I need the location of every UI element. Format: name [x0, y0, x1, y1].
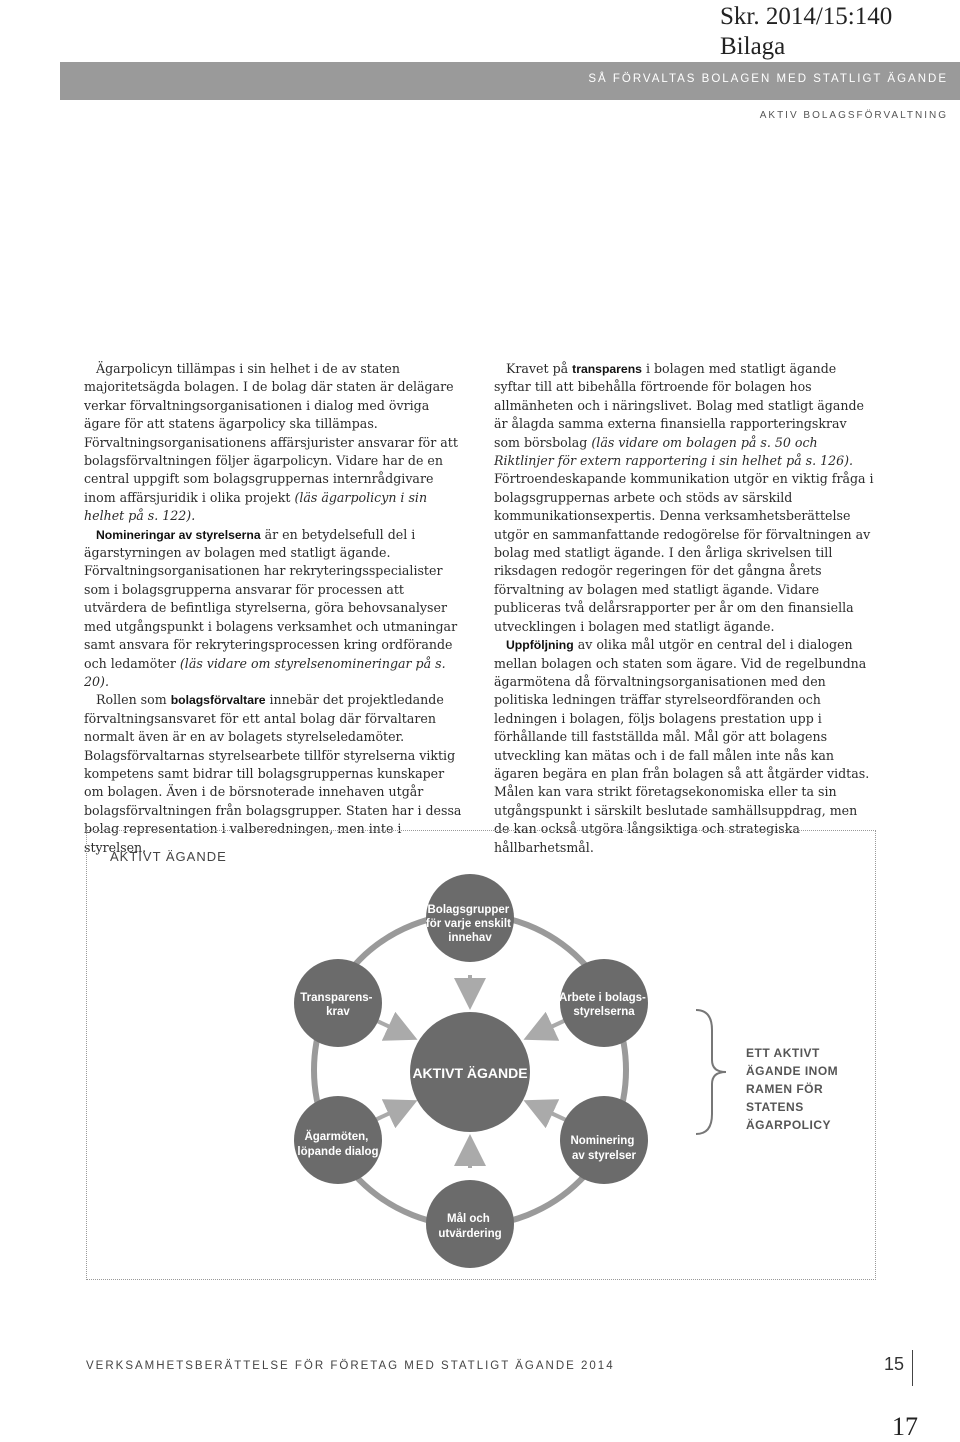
paragraph-policy: Ägarpolicyn tillämpas i sin helhet i de av staten majoritetsägda bolagen. I de bolag där staten är delägare verkar förvaltningsorganisationen i dialog med övriga ägare för att statens ägarpolicy ska tillämpas. Förvaltningsorganisationens affärsjurister ansvarar för att bolagsförvaltningen följer ägarpolicyn. Vidare har de en central uppgift som bolagsgruppernas internrådgivare inom affärsjuridik i olika projekt (läs ägarpolicyn i sin helhet på s. 122).: [84, 361, 458, 524]
arrow-upper-right: [538, 1020, 566, 1033]
node-lower-right-label: Nominering av styrelser: [570, 1135, 636, 1162]
paragraph-transparency: Kravet på transparens i bolagen med statligt ägande syftar till att bibehålla förtroende för bolagen hos allmänheten och i näringslivet. Bolag med statligt ägande är ålagda samma externa finansiella rapporteringskrav som börsbolag (läs vidare om bolagen på s. 50 och Riktlinjer för extern rapportering i sin helhet på s. 126). Förtroendeskapande kommunikation utgör en viktig fråga i bolagsgruppernas arbete och stöds av särskild kommunikationsexpertis. Denna verksamhetsberättelse utgör en sammanfattande redogörelse för förvaltningen av bolag med statligt ägande. I den årliga skrivelsen till riksdagen redogör regeringen för det gångna årets förvaltning av bolagen med statligt ägande. Vidare publiceras två delårsrapporter per år om den finansiella utvecklingen i bolagen med statligt ägande.: [494, 361, 874, 634]
figure-title: AKTIVT ÄGANDE: [110, 849, 227, 864]
section-banner-title: SÅ FÖRVALTAS BOLAGEN MED STATLIGT ÄGANDE: [588, 73, 948, 85]
footer-title: VERKSAMHETSBERÄTTELSE FÖR FÖRETAG MED STATLIGT ÄGANDE 2014: [86, 1360, 615, 1372]
page-number: 15: [884, 1354, 905, 1374]
node-bottom-label: Mål och utvärdering: [438, 1213, 502, 1240]
section-subheading: AKTIV BOLAGSFÖRVALTNING: [759, 110, 948, 121]
node-lower-left-label: Ägarmöten, löpande dialog: [297, 1131, 379, 1158]
side-bracket: [696, 1010, 726, 1134]
stamp-label: Bilaga: [720, 33, 786, 60]
paragraph-managers: Rollen som bolagsförvaltare innebär det projektledande förvaltningsansvaret för ett antal bolag där förvaltaren normalt även är en av bolagets styrelseledamöter. Bolagsförvaltarnas styrelsearbete tillför styrelserna viktig kompetens samt bidrar till bolagsgruppernas kunskaper om bolagen. Även i de börsnoterade innehaven utgår bolagsförvaltningen från bolagsgrupper. Staten har i dessa bolag representation i valberedningen, men inte i styrelsen.: [84, 692, 462, 855]
node-top-label: Bolagsgrupper för varje enskilt innehav: [425, 904, 511, 944]
arrow-lower-right: [538, 1107, 566, 1120]
bilaga-page-number: 17: [892, 1412, 918, 1441]
paragraph-followup: Uppföljning av olika mål utgör en central del i dialogen mellan bolagen och staten som ägare. Vid de regelbundna ägarmötena då förvaltningsorganisationen med den politiska ledningen träffar styrelseordföranden och ledningen i bolagen, följs bolagens prestation upp i förhållande till fastställda mål. Mål gör att bolagens utveckling kan mätas och i de fall målen inte nås kan ägaren begära en plan från bolagen så att åtgärder vidtas. Målen kan vara strikt företagsekonomiska eller ta sin utgångspunkt i särskilt beslutade samhällsuppdrag, men de kan också utgöra långsiktiga och strategiska hållbarhetsmål.: [494, 637, 870, 855]
arrow-lower-left: [375, 1107, 403, 1120]
node-upper-right-label: Arbete i bolags- styrelserna: [558, 992, 646, 1018]
paragraph-nominations: Nomineringar av styrelserna är en betydelsefull del i ägarstyrningen av bolagen med statligt ägande. Förvaltningsorganisationen har rekryteringsspecialister som i bolagsgrupperna ansvarar för processen att utvärdera de befintliga styrelserna, göra behovsanalyser med utgångspunkt i bolagens verksamhet och utmaningar samt ansvara för rekryteringsprocessen kring ordförande och ledamöter (läs vidare om styrelsenomineringar på s. 20).: [84, 526, 458, 689]
arrow-upper-left: [375, 1020, 403, 1033]
center-node-label: AKTIVT ÄGANDE: [412, 1065, 528, 1081]
node-upper-left-label: Transparens- krav: [300, 992, 373, 1018]
side-note: ETT AKTIVT ÄGANDE INOM RAMEN FÖR STATENS ÄGARPOLICY: [746, 1046, 839, 1132]
page-number-rule: [912, 1350, 913, 1386]
stamp-reference: Skr. 2014/15:140: [720, 3, 893, 30]
